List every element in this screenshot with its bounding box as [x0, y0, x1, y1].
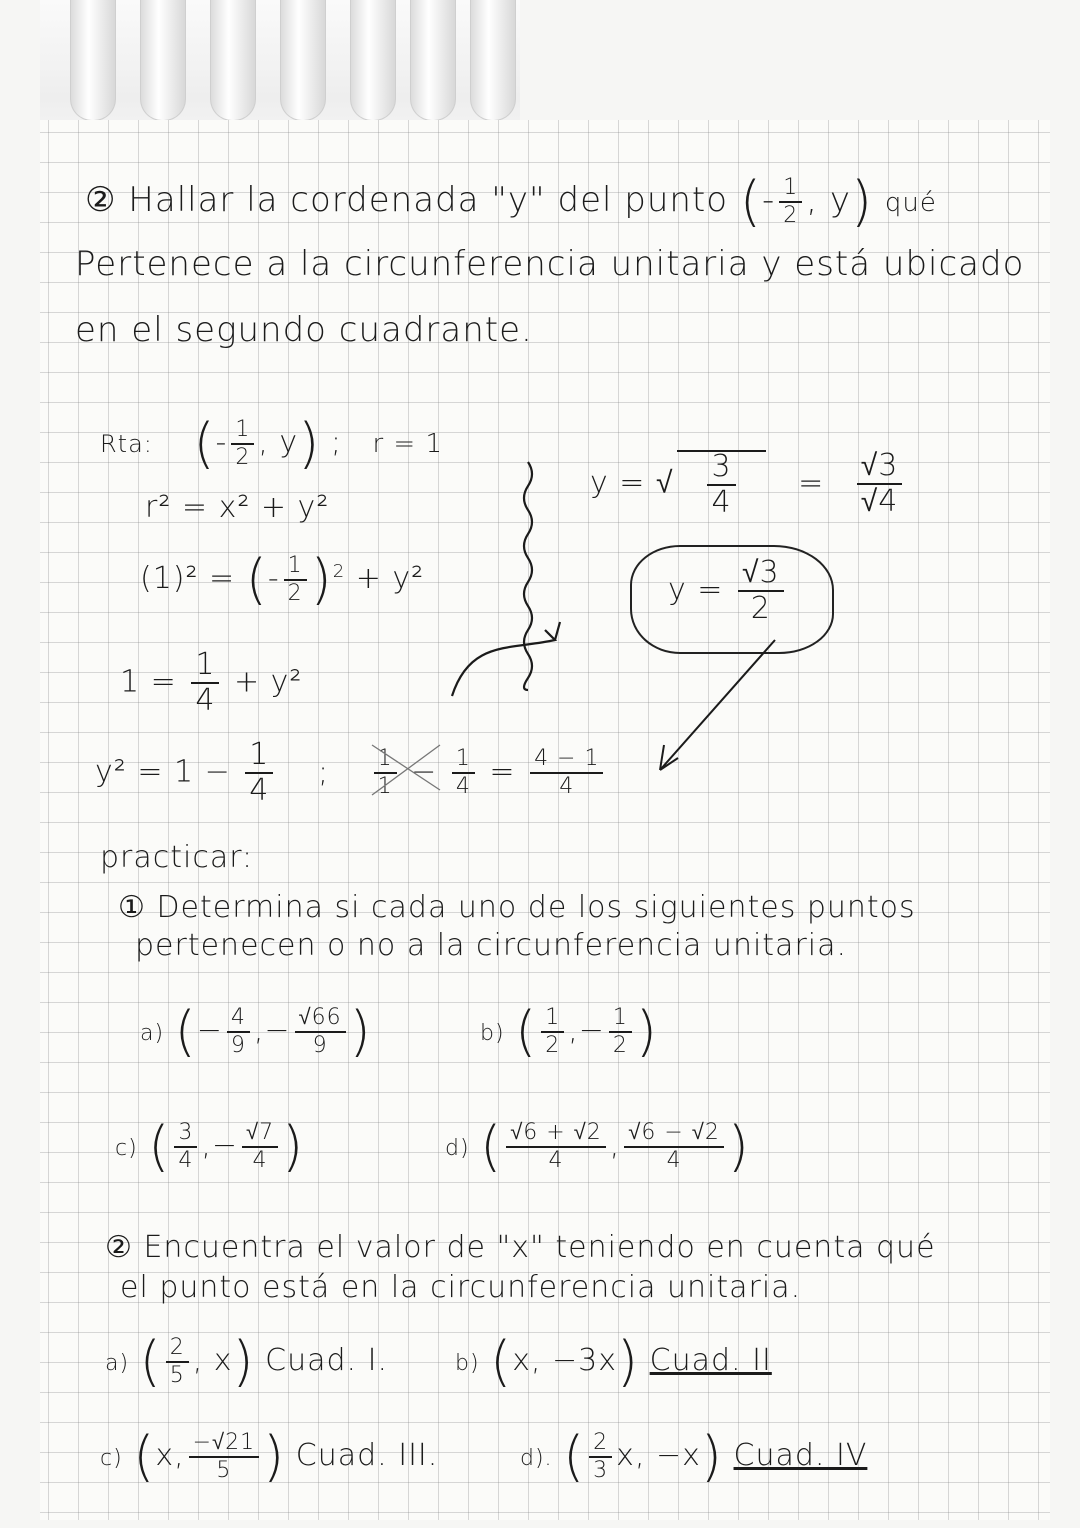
sign: -	[761, 180, 776, 220]
item-label: b)	[480, 1021, 505, 1046]
exercise-2-item-b: b) (x, −3x) Cuad. II	[455, 1330, 772, 1393]
open-paren: (	[133, 1425, 156, 1488]
numerator: 4	[227, 1007, 250, 1033]
open-paren: (	[490, 1330, 513, 1393]
ring-icon	[140, 0, 186, 121]
close-paren: )	[617, 1330, 640, 1393]
problem-line-1: ② Hallar la cordenada "y" del punto (- $\frac{1}{2}$ , y) qué	[85, 170, 937, 233]
exercise-1-item-b: b) ( $\frac{1}{2}$ ,− $\frac{1}{2}$ )	[480, 1000, 658, 1063]
numerator: −√21	[189, 1432, 260, 1458]
sqrt-left: y = √	[590, 465, 674, 501]
point-x-var: x	[616, 1438, 635, 1473]
open-paren: (	[480, 1115, 503, 1178]
numerator: √6 − √2	[624, 1122, 724, 1148]
numerator: √7	[242, 1122, 278, 1148]
ring-icon	[70, 0, 116, 121]
step-4-left: y² = 1 −	[95, 754, 231, 790]
close-paren: )	[850, 170, 874, 233]
minus: −	[411, 754, 438, 790]
exercise-1-item-c: c) ( $\frac{3}{4}$ ,− $\frac{√7}{4}$ )	[115, 1115, 305, 1178]
point-y: −x	[656, 1438, 701, 1473]
fraction	[295, 1004, 346, 1058]
open-paren: (	[148, 1115, 171, 1178]
step-3-right: + y²	[233, 664, 303, 700]
ring-icon	[210, 0, 256, 121]
quadrant-label: Cuad. III.	[295, 1438, 439, 1473]
point-y: −3x	[552, 1343, 618, 1378]
equals: =	[798, 465, 825, 501]
numerator: 2	[589, 1432, 612, 1458]
denominator: 4	[559, 774, 575, 799]
denominator: 4	[711, 485, 732, 520]
item-label: a)	[140, 1021, 165, 1046]
point-y: y	[829, 180, 851, 220]
denominator: 2	[783, 202, 799, 228]
ring-icon	[470, 0, 516, 121]
point-y: y	[279, 425, 299, 460]
exercise-2-item-d: d). ( $\frac{2}{3}$ x, −x) Cuad. IV	[520, 1425, 868, 1488]
denominator: 4	[455, 774, 471, 799]
numerator: 4 − 1	[530, 748, 603, 774]
numerator: 1	[245, 740, 273, 774]
denominator: 2	[750, 591, 771, 626]
close-paren: )	[298, 412, 321, 475]
open-paren: (	[739, 170, 762, 233]
exercise-1-line-2: pertenecen o no a la circunferencia unitaria.	[135, 928, 848, 963]
open-paren: (	[245, 548, 268, 611]
exercise-2-line-2: el punto está en la circunferencia unitaria.	[120, 1270, 802, 1305]
numerator: 1	[541, 1007, 564, 1033]
sign: −	[578, 1013, 605, 1048]
fraction	[189, 1429, 260, 1483]
numerator: 2	[166, 1337, 189, 1363]
denominator: 5	[169, 1362, 185, 1388]
exercise-2-item-c: c) (x, $\frac{-√21}{5}$ ) Cuad. III.	[100, 1425, 439, 1488]
close-paren: )	[727, 1115, 750, 1178]
open-paren: (	[174, 1000, 197, 1063]
denominator: 2	[545, 1032, 561, 1058]
exercise-text: Encuentra el valor de "x" teniendo en cuenta qué	[143, 1230, 936, 1265]
quadrant-label: Cuad. IV	[733, 1438, 868, 1473]
denominator: 5	[216, 1457, 232, 1483]
fraction	[242, 1119, 278, 1173]
sqrt-step	[590, 450, 906, 518]
separator: ;	[317, 754, 330, 790]
fraction	[227, 1004, 250, 1058]
open-paren: (	[139, 1330, 162, 1393]
notebook-binding	[40, 0, 520, 140]
close-paren: )	[310, 548, 333, 611]
fraction	[166, 1334, 189, 1388]
numerator: 1	[374, 748, 397, 774]
answer-label: Rta:	[100, 430, 153, 458]
numerator: √66	[295, 1007, 346, 1033]
exercise-1-line-1	[118, 890, 916, 925]
fraction	[624, 1119, 724, 1173]
close-paren: )	[232, 1330, 255, 1393]
equals: =	[489, 754, 516, 790]
denominator: 2	[235, 444, 251, 470]
close-paren: )	[263, 1425, 286, 1488]
fraction	[541, 1004, 564, 1058]
item-label: b)	[455, 1351, 480, 1376]
exercise-1-item-a: a) (− $\frac{4}{9}$ ,− $\frac{√66}{9}$ )	[140, 1000, 372, 1063]
fraction	[174, 1119, 197, 1173]
exercise-2-line-1	[105, 1230, 936, 1265]
step-3-left: 1 =	[120, 664, 177, 700]
numerator: 1	[191, 650, 219, 684]
ring-icon	[410, 0, 456, 121]
sign: −	[211, 1128, 238, 1163]
problem-number: ②	[85, 180, 117, 220]
cross-fraction-a	[374, 748, 397, 798]
item-label: a)	[105, 1351, 130, 1376]
numerator: 1	[779, 177, 802, 203]
solution-header: Rta: (- $\frac{1}{2}$ , y) ; r = 1	[100, 412, 444, 475]
point-y: x	[213, 1343, 233, 1378]
close-paren: )	[635, 1000, 658, 1063]
ring-icon	[350, 0, 396, 121]
step-2: (1)² = (- $\frac{1}{2}$ )$^2$ + y²	[140, 548, 425, 611]
denominator: 4	[178, 1147, 194, 1173]
answer-left: y =	[668, 572, 724, 608]
item-label: c)	[115, 1136, 138, 1161]
denominator: 4	[548, 1147, 564, 1173]
numerator: 1	[231, 419, 254, 445]
denominator: 2	[612, 1032, 628, 1058]
exponent: 2	[332, 561, 346, 582]
open-paren: (	[563, 1425, 586, 1488]
sign: −	[196, 1013, 223, 1048]
sqrt-fraction	[677, 450, 765, 518]
denominator: 9	[230, 1032, 246, 1058]
point-x: x	[155, 1438, 175, 1473]
open-paren: (	[193, 412, 216, 475]
exercise-number: ②	[105, 1230, 133, 1265]
denominator: 1	[377, 774, 393, 799]
numerator: 1	[284, 555, 307, 581]
denominator: √4	[860, 484, 899, 519]
fraction	[779, 174, 802, 228]
quadrant-label: Cuad. II	[649, 1343, 772, 1378]
separator: ;	[330, 425, 342, 460]
numerator: √3	[857, 451, 903, 485]
radius: r = 1	[372, 429, 444, 459]
step-4	[95, 737, 607, 808]
quadrant-label: Cuad. I.	[265, 1343, 389, 1378]
problem-line-3: en el segundo cuadrante.	[75, 310, 533, 350]
exercise-2-item-a: a) ( $\frac{2}{5}$ , x) Cuad. I.	[105, 1330, 389, 1393]
point-x: x	[512, 1343, 531, 1378]
problem-text-end: qué	[884, 188, 937, 218]
close-paren: )	[282, 1115, 305, 1178]
exercise-1-item-d: d) ( $\frac{√6 + √2}{4}$ , $\frac{√6 - √2}{4}$ )	[445, 1115, 750, 1178]
fraction	[506, 1119, 606, 1173]
numerator: 3	[174, 1122, 197, 1148]
sqrt-result	[857, 448, 903, 519]
fraction	[609, 1004, 632, 1058]
numerator: 3	[707, 452, 735, 486]
step-3	[120, 647, 303, 718]
numerator: √3	[738, 558, 784, 592]
sign: −	[264, 1013, 291, 1048]
numerator: √6 + √2	[506, 1122, 606, 1148]
denominator: 4	[666, 1147, 682, 1173]
cross-fraction-b	[452, 748, 475, 798]
answer-fraction	[738, 555, 784, 626]
open-paren: (	[515, 1000, 538, 1063]
denominator: 3	[593, 1457, 609, 1483]
close-paren: )	[349, 1000, 372, 1063]
exercise-number: ①	[118, 890, 146, 925]
denominator: 2	[287, 580, 303, 606]
practice-heading: practicar:	[100, 840, 254, 875]
problem-line-2: Pertenece a la circunferencia unitaria y está ubicado	[75, 244, 1025, 284]
step-2-right: + y²	[355, 561, 425, 596]
problem-text: Hallar la cordenada "y" del punto	[128, 180, 729, 220]
denominator: 4	[252, 1147, 268, 1173]
cross-result	[530, 748, 603, 798]
item-label: d)	[445, 1136, 470, 1161]
step-1: r² = x² + y²	[145, 490, 330, 525]
close-paren: )	[700, 1425, 723, 1488]
denominator: 9	[312, 1032, 328, 1058]
exercise-text: Determina si cada uno de los siguientes puntos	[156, 890, 916, 925]
numerator: 1	[609, 1007, 632, 1033]
numerator: 1	[452, 748, 475, 774]
denominator: 4	[195, 683, 216, 718]
fraction	[231, 416, 254, 470]
step-2-left: (1)² =	[140, 561, 236, 596]
fraction	[284, 552, 307, 606]
fraction	[245, 737, 273, 808]
fraction	[589, 1429, 612, 1483]
item-label: d).	[520, 1446, 553, 1471]
final-answer	[668, 555, 788, 626]
item-label: c)	[100, 1446, 123, 1471]
ring-icon	[280, 0, 326, 121]
denominator: 4	[249, 773, 270, 808]
fraction	[191, 647, 219, 718]
sign: -	[215, 425, 228, 460]
